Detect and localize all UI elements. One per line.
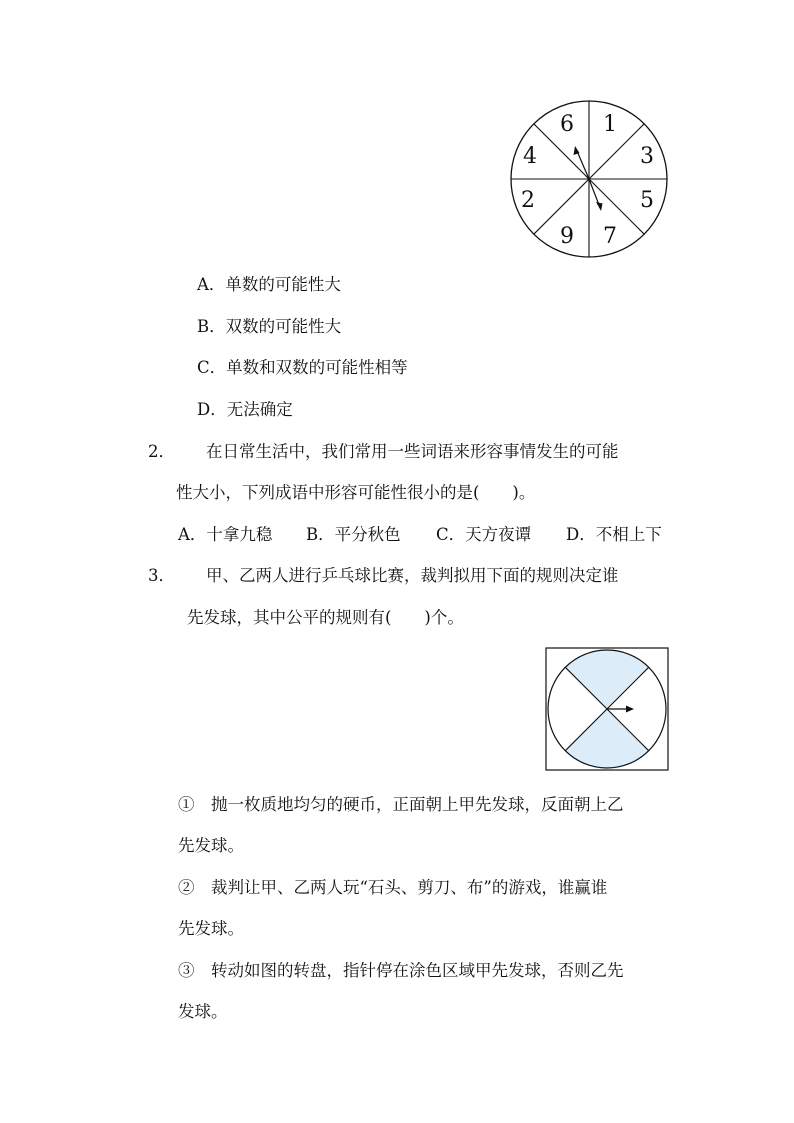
spinner-number-1: 1 [603, 112, 617, 137]
q3-number: 3． [148, 566, 175, 585]
spinner-number-5: 5 [640, 188, 654, 213]
q3-rule-2-line1: ② 裁判让甲、乙两人玩“石头、剪刀、布”的游戏，谁赢谁 [178, 878, 608, 897]
q2-stem-line2: 性大小，下列成语中形容可能性很小的是( )。 [176, 483, 536, 502]
q2-option-c: C．天方夜谭 [436, 525, 532, 544]
spinner-number-9: 9 [560, 224, 574, 249]
pointer-arrow [607, 706, 634, 713]
q2-number: 2． [148, 442, 175, 461]
spinner-number-3: 3 [640, 144, 654, 169]
q3-rule-3-line1: ③ 转动如图的转盘，指针停在涂色区域甲先发球，否则乙先 [178, 961, 624, 980]
spinner-number-7: 7 [603, 224, 617, 249]
q3-rule-3-line2: 发球。 [178, 1002, 228, 1021]
q2-option-b: B．平分秋色 [306, 525, 401, 544]
spinner-number-2: 2 [521, 188, 535, 213]
q1-option-a: A．单数的可能性大 [197, 275, 341, 294]
q2-stem-line1: 在日常生活中，我们常用一些词语来形容事情发生的可能 [206, 442, 619, 461]
spinner-number-4: 4 [523, 144, 537, 169]
q3-rule-2-line2: 先发球。 [178, 919, 244, 938]
q2-option-a: A．十拿九稳 [178, 525, 273, 544]
q3-stem-line1: 甲、乙两人进行乒乓球比赛，裁判拟用下面的规则决定谁 [206, 566, 619, 585]
q1-option-c: C．单数和双数的可能性相等 [197, 358, 408, 377]
spinner-number-6: 6 [560, 112, 574, 137]
shaded-spinner-figure [545, 647, 669, 771]
q2-option-d: D．不相上下 [566, 525, 662, 544]
number-spinner-figure [509, 99, 669, 259]
q1-option-d: D．无法确定 [197, 400, 293, 419]
q1-option-b: B．双数的可能性大 [197, 317, 342, 336]
q3-rule-1-line1: ① 抛一枚质地均匀的硬币，正面朝上甲先发球，反面朝上乙 [178, 795, 624, 814]
q3-rule-1-line2: 先发球。 [178, 836, 244, 855]
q3-stem-line2: 先发球，其中公平的规则有( )个。 [187, 608, 464, 627]
